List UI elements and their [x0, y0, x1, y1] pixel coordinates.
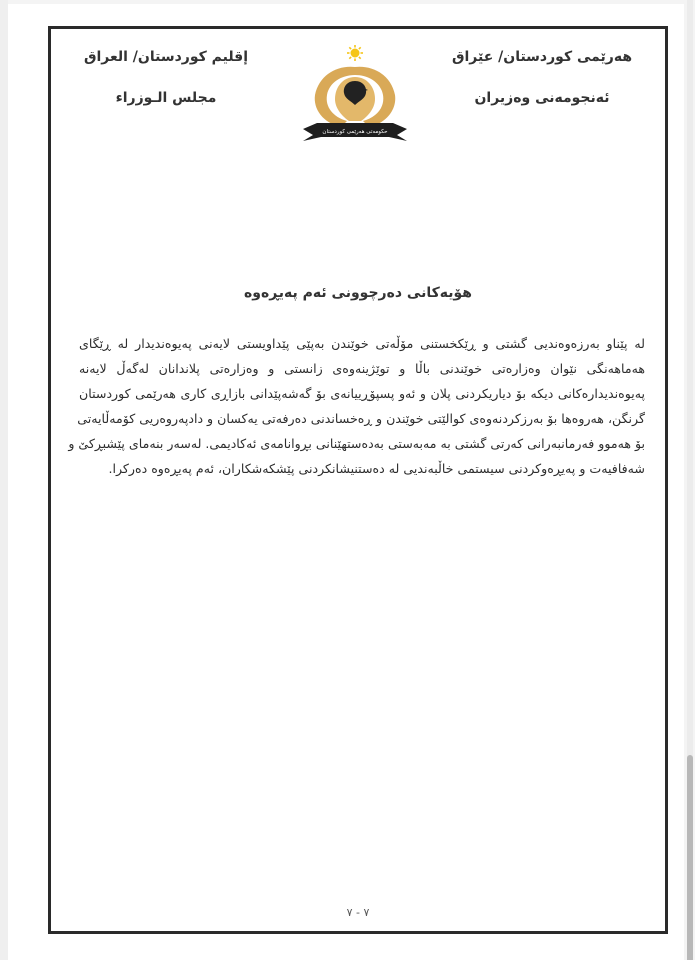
- body-line: لە پێناو بەرزەوەندیی گشتی و ڕێکخستنی مۆڵەتی خوێندن بەپێی پێداویستی لایەنی پەیوەندیدار لە ڕێگای: [79, 336, 645, 351]
- emblem-banner-text: حکومەتی هەرێمی کوردستان: [322, 129, 388, 135]
- header-arabic: [81, 47, 251, 108]
- document-title: هۆیەکانی دەرچوونی ئەم پەیڕەوە: [244, 285, 472, 301]
- page-border-frame: [48, 26, 668, 934]
- header-kurdish-region: هەرێمی کوردستان/ عێراق: [451, 49, 633, 65]
- body-line: گرنگن، هەروەها بۆ بەرزکردنەوەی کوالێتی خوێندن و ڕەخساندنی دەرفەتی یەکسان و دادپەروەریی کۆمەڵایەتی: [77, 411, 645, 426]
- header-arabic-council: مجلس الـوزراء: [115, 90, 217, 106]
- body-line: هەماهەنگی نێوان وەزارەتی خوێندنی باڵا و توێژینەوەی زانستی و وەزارەتی پلاندانان لەگەڵ لایەنە: [79, 361, 645, 376]
- body-line: پەیوەندیدارەکانی دیکە بۆ دیاریکردنی پلان و ئەو پسپۆڕییانەی بۆ گەشەپێدانی بازاڕی کاری هەرێمی کوردستان: [79, 386, 645, 401]
- header-kurdish-council: ئەنجومەنی وەزیران: [474, 90, 610, 106]
- header-arabic-region: إقليم كوردستان/ العراق: [83, 49, 249, 65]
- document-page: [8, 4, 684, 960]
- kurdistan-regional-government-emblem-icon: [297, 43, 413, 147]
- scrollbar-thumb[interactable]: [687, 755, 693, 960]
- body-line: شەفافیەت و پەیڕەوکردنی سیستمی خاڵبەندیی لە دەستنیشانکردنی پێشکەشکاران، ئەم پەیڕەوە دەرکرا.: [108, 461, 645, 476]
- document-body: [68, 331, 645, 481]
- page-number: ٧ - ٧: [346, 906, 370, 919]
- header-kurdish: [447, 47, 637, 108]
- viewer-left-edge: [0, 0, 8, 960]
- body-line: بۆ هەموو فەرمانبەرانی کەرتی گشتی بە مەبەستی بەدەستهێنانی بڕوانامەی ئەکادیمی. لەسەر بنەمای پێشبڕکێ و: [68, 436, 645, 451]
